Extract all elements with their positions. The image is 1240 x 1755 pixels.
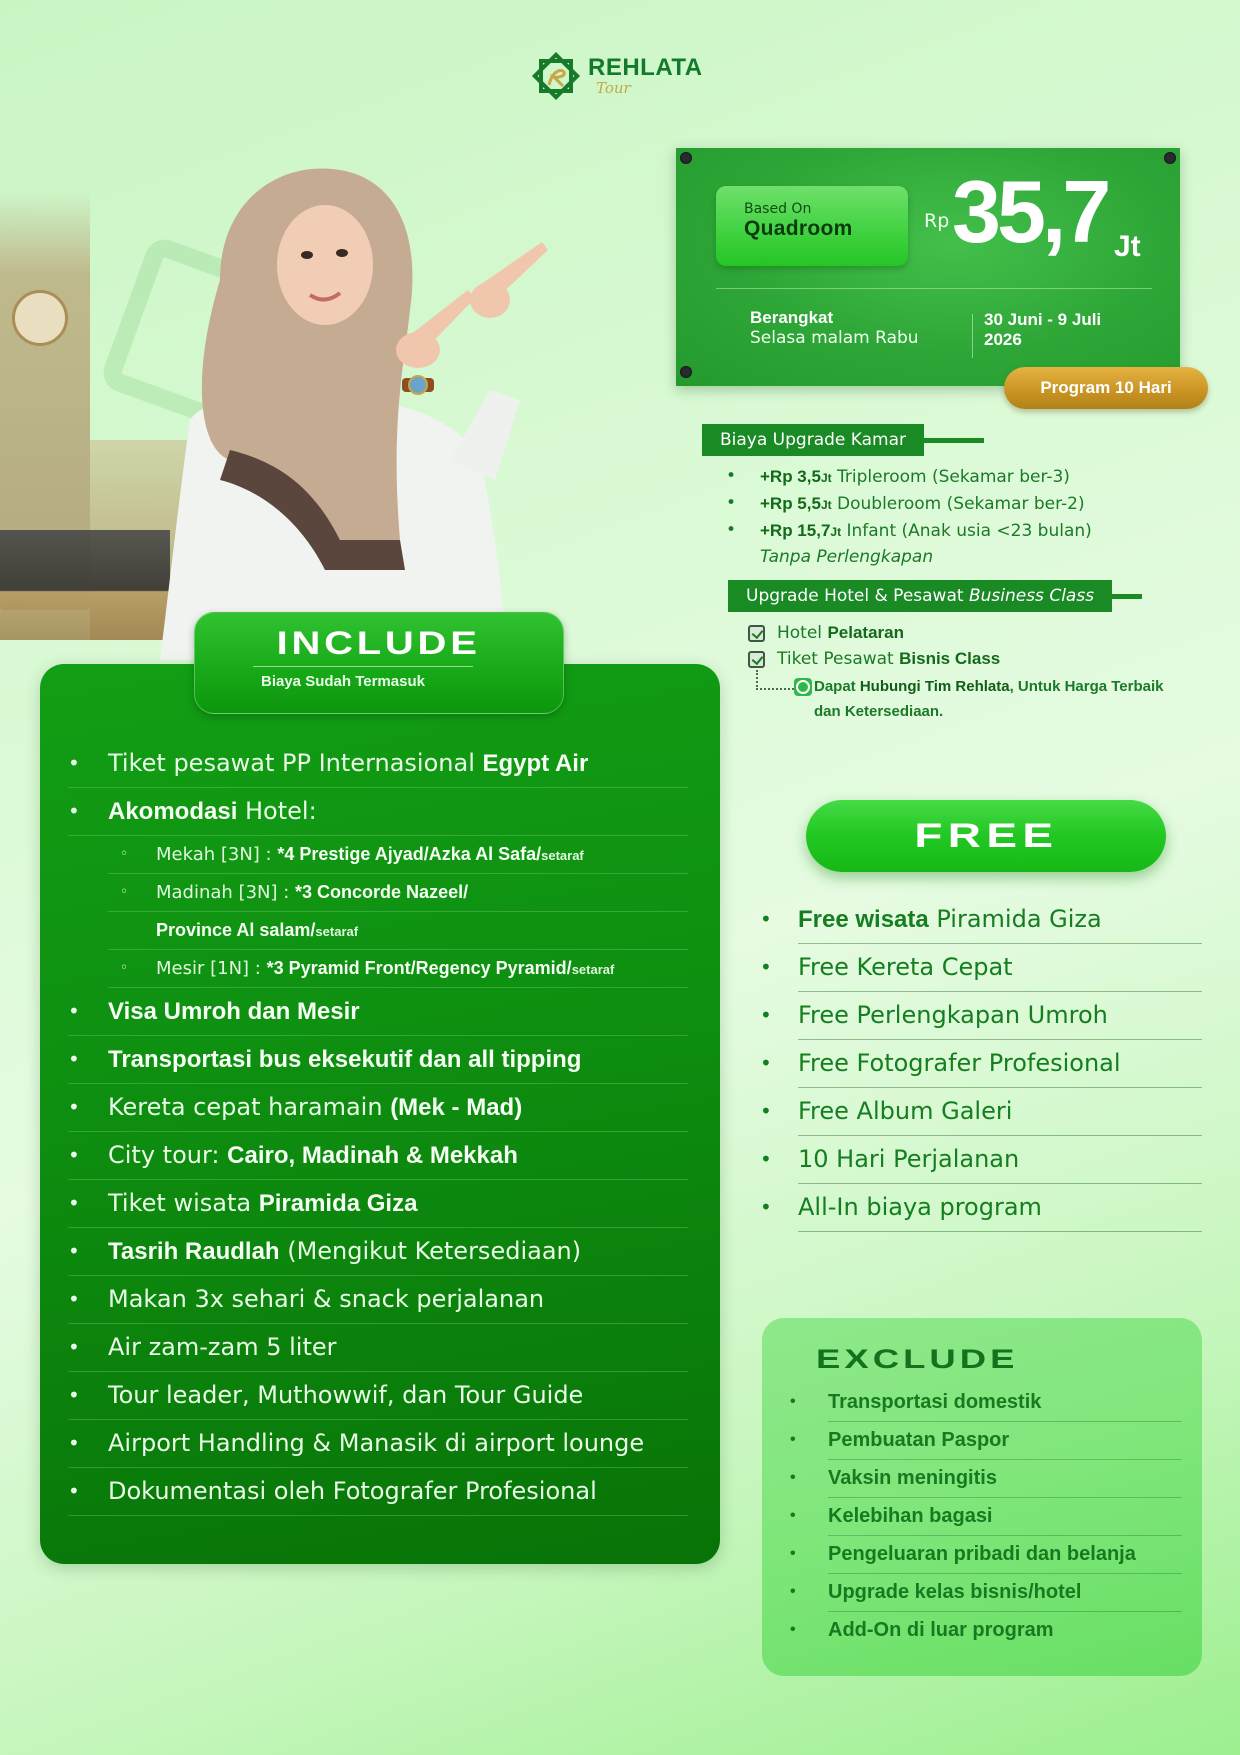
price-amount: 35,7 <box>952 162 1108 261</box>
based-on-label: Based On <box>744 201 812 217</box>
room-type-value: Quadroom <box>744 217 853 241</box>
divider <box>253 666 473 667</box>
upgrade-note: Tanpa Perlengkapan <box>760 547 934 567</box>
free-list <box>756 896 1202 1232</box>
list-item: • Tiket pesawat PP Internasional Egypt Air <box>68 740 688 788</box>
date-range: 30 Juni - 9 Juli <box>984 310 1102 329</box>
hero-image <box>0 160 640 660</box>
divider <box>716 288 1152 289</box>
sub-list-item: Province Al salam/setaraf <box>108 912 688 950</box>
free-title: FREE <box>913 816 1059 855</box>
checkbox-checked-icon <box>748 651 765 668</box>
sub-list-item: ◦ Madinah [3N] : *3 Concorde Nazeel/ <box>108 874 688 912</box>
header-rule <box>924 438 984 443</box>
section-header <box>728 580 1188 612</box>
departure-day: Selasa malam Rabu <box>750 328 919 349</box>
free-header <box>806 800 1166 872</box>
include-list <box>68 740 688 1516</box>
price-currency: Rp <box>924 210 950 232</box>
price-unit: Jt <box>1114 230 1141 263</box>
section-title: Biaya Upgrade Kamar <box>702 424 924 456</box>
hotel-flight-upgrade-section <box>728 580 1188 724</box>
program-duration-badge: Program 10 Hari <box>1004 367 1208 409</box>
list-item: • +Rp 3,5Jt Tripleroom (Sekamar ber-3) <box>702 464 1182 491</box>
exclude-title: EXCLUDE <box>816 1344 1019 1374</box>
brand-logo <box>530 50 703 102</box>
pin-icon <box>680 152 692 164</box>
date-year: 2026 <box>984 330 1022 350</box>
list-item: • Free Album Galeri <box>756 1088 1202 1136</box>
whatsapp-icon[interactable] <box>794 678 812 696</box>
sub-list-item: ◦ Mekah [3N] : *4 Prestige Ajyad/Azka Al Safa/setaraf <box>108 836 688 874</box>
upgrade-checklist <box>728 620 1188 724</box>
list-item: • Free Kereta Cepat <box>756 944 1202 992</box>
pin-icon <box>1164 152 1176 164</box>
checkbox-checked-icon <box>748 625 765 642</box>
list-item: • Transportasi bus eksekutif dan all tipping <box>68 1036 688 1084</box>
star-emblem-icon <box>530 50 582 102</box>
contact-link[interactable]: Hubungi Tim Rehlata <box>859 678 1010 695</box>
list-item: • Dokumentasi oleh Fotografer Profesional <box>68 1468 688 1516</box>
price-banner <box>676 148 1180 386</box>
divider <box>972 314 973 358</box>
exclude-panel <box>762 1318 1202 1676</box>
list-item: • Kereta cepat haramain (Mek - Mad) <box>68 1084 688 1132</box>
kaaba-image <box>0 530 170 640</box>
list-item: • Air zam-zam 5 liter <box>68 1324 688 1372</box>
include-subtitle: Biaya Sudah Termasuk <box>261 673 425 690</box>
list-item: • +Rp 5,5Jt Doubleroom (Sekamar ber-2) <box>702 491 1182 518</box>
section-title: Upgrade Hotel & Pesawat Business Class <box>728 580 1112 612</box>
list-item: • Makan 3x sehari & snack perjalanan <box>68 1276 688 1324</box>
departure-label: Berangkat <box>750 308 834 327</box>
list-item: • Free Perlengkapan Umroh <box>756 992 1202 1040</box>
clock-icon <box>12 290 68 346</box>
include-title: INCLUDE <box>276 625 482 661</box>
checklist-item: Tiket Pesawat Bisnis Class <box>728 646 1188 672</box>
list-item: • Pembuatan Paspor <box>782 1422 1182 1460</box>
list-item: • Visa Umroh dan Mesir <box>68 988 688 1036</box>
room-upgrade-list <box>702 464 1182 545</box>
section-header <box>702 424 1182 456</box>
room-type-box <box>716 186 908 266</box>
list-item: • Transportasi domestik <box>782 1384 1182 1422</box>
checklist-item: Hotel Pelataran <box>728 620 1188 646</box>
list-item: • Airport Handling & Manasik di airport lounge <box>68 1420 688 1468</box>
pin-icon <box>680 366 692 378</box>
list-item: • Pengeluaran pribadi dan belanja <box>782 1536 1182 1574</box>
list-item: • Free wisata Piramida Giza <box>756 896 1202 944</box>
list-item: • City tour: Cairo, Madinah & Mekkah <box>68 1132 688 1180</box>
departure-info <box>750 308 919 349</box>
exclude-list <box>782 1384 1182 1650</box>
list-item: • Add-On di luar program <box>782 1612 1182 1650</box>
room-upgrade-section <box>702 424 1182 569</box>
list-item: • 10 Hari Perjalanan <box>756 1136 1202 1184</box>
header-rule <box>1112 594 1142 599</box>
list-item: • Upgrade kelas bisnis/hotel <box>782 1574 1182 1612</box>
woman-pointing-image <box>150 160 570 660</box>
departure-dates <box>984 310 1101 351</box>
list-item: • Tasrih Raudlah (Mengikut Ketersediaan) <box>68 1228 688 1276</box>
list-item: • Akomodasi Hotel: <box>68 788 688 836</box>
list-item: • Tour leader, Muthowwif, dan Tour Guide <box>68 1372 688 1420</box>
dotted-connector <box>756 670 794 690</box>
list-item: • Free Fotografer Profesional <box>756 1040 1202 1088</box>
list-item: • All-In biaya program <box>756 1184 1202 1232</box>
sub-list-item: ◦ Mesir [1N] : *3 Pyramid Front/Regency Pyramid/setaraf <box>108 950 688 988</box>
list-item: • Vaksin meningitis <box>782 1460 1182 1498</box>
contact-note: Dapat Hubungi Tim Rehlata, Untuk Harga Terbaik dan Ketersediaan. <box>728 674 1188 724</box>
list-item: • Kelebihan bagasi <box>782 1498 1182 1536</box>
include-header <box>194 612 564 714</box>
list-item: • Tiket wisata Piramida Giza <box>68 1180 688 1228</box>
brand-subtitle: Tour <box>596 79 631 97</box>
list-item: • +Rp 15,7Jt Infant (Anak usia <23 bulan) <box>702 518 1182 545</box>
brand-name: REHLATA <box>588 54 703 81</box>
